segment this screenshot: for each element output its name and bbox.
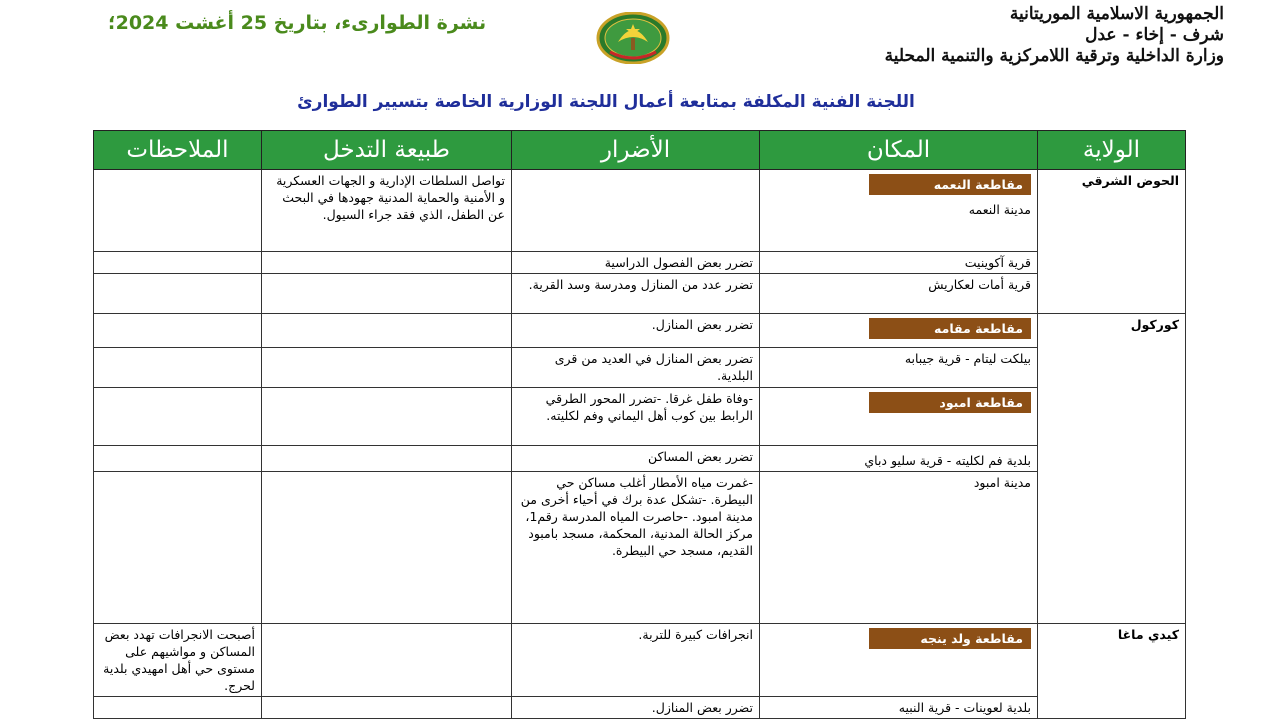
wilaya-cell: الحوض الشرقي [1038,170,1186,314]
place-cell: مدينة امبود [760,472,1038,624]
notes-cell [94,252,262,274]
notes-cell: أصبحت الانجرافات تهدد بعض المساكن و مواشيهم على مستوى حي أهل امهيدي بلدية لحرج. [94,624,262,697]
intervention-cell [262,388,512,446]
damage-cell: تضرر بعض المنازل. [512,314,760,348]
table-row [94,388,1186,446]
table-row [94,314,1186,348]
intervention-cell [262,348,512,388]
table-row [94,624,1186,697]
emergency-report-table [93,130,1186,719]
notes-cell [94,348,262,388]
intervention-cell [262,624,512,697]
damage-cell [512,170,760,252]
notes-cell [94,472,262,624]
intervention-cell [262,446,512,472]
damage-cell: -وفاة طفل غرقا. -تضرر المحور الطرقي الرابط بين كوب أهل اليماني وفم لكليته. [512,388,760,446]
place-cell [760,170,1038,252]
notes-cell [94,388,262,446]
place-cell [760,314,1038,348]
place-cell: بلدية فم لكليته - قرية سليو دباي [760,446,1038,472]
col-header-wilaya: الولاية [1038,131,1186,170]
table-header-row [94,131,1186,170]
table-row [94,170,1186,252]
notes-cell [94,697,262,719]
national-emblem-icon [596,12,670,64]
republic-name: الجمهورية الاسلامية الموريتانية [1009,4,1224,24]
national-motto: شرف - إخاء - عدل [1085,25,1224,45]
damage-cell: انجرافات كبيرة للتربة. [512,624,760,697]
col-header-intervention: طبيعة التدخل [262,131,512,170]
damage-cell: تضرر بعض المنازل في العديد من قرى البلدية. [512,348,760,388]
bulletin-title: نشرة الطوارىء، بتاريخ 25 أغشت 2024؛ [108,12,487,34]
moughataa-label: مقاطعة امبود [869,392,1031,413]
intervention-cell [262,472,512,624]
table-row [94,252,1186,274]
table-row [94,472,1186,624]
table-row [94,348,1186,388]
wilaya-cell: كيدي ماغا [1038,624,1186,719]
moughataa-label: مقاطعة النعمه [869,174,1031,195]
header-block [885,4,1224,67]
damage-cell: تضرر عدد من المنازل ومدرسة وسد القرية. [512,274,760,314]
col-header-notes: الملاحظات [94,131,262,170]
place-cell: قرية آكوينيت [760,252,1038,274]
notes-cell [94,170,262,252]
intervention-cell [262,252,512,274]
place-cell: بلدية لعوينات - قرية النبيه [760,697,1038,719]
damage-cell: تضرر بعض الفصول الدراسية [512,252,760,274]
place-cell: قرية أمات لعكاريش [760,274,1038,314]
place-cell: بيلكت ليتام - قرية جيبابه [760,348,1038,388]
table-row [94,446,1186,472]
intervention-cell [262,274,512,314]
place-name: مدينة النعمه [968,202,1031,217]
intervention-cell [262,314,512,348]
notes-cell [94,314,262,348]
committee-subtitle: اللجنة الفنية المكلفة بمتابعة أعمال اللجنة الوزارية الخاصة بتسيير الطوارئ [297,92,915,112]
notes-cell [94,446,262,472]
place-cell [760,388,1038,446]
place-cell [760,624,1038,697]
damage-cell: تضرر بعض المساكن [512,446,760,472]
table-row [94,697,1186,719]
col-header-place: المكان [760,131,1038,170]
notes-cell [94,274,262,314]
damage-cell: -غمرت مياه الأمطار أغلب مساكن حي البيطرة. -تشكل عدة برك في أحياء أخرى من مدينة امبود. -حاصرت المياه المدرسة رقم1، مركز الحالة المدنية، المحكمة، مسجد بامبود القديم، مسجد حي البيطرة. [512,472,760,624]
intervention-cell: تواصل السلطات الإدارية و الجهات العسكرية و الأمنية والحماية المدنية جهودها في البحث عن الطفل، الذي فقد جراء السيول. [262,170,512,252]
damage-cell: تضرر بعض المنازل. [512,697,760,719]
wilaya-cell: كوركول [1038,314,1186,624]
ministry-name: وزارة الداخلية وترقية اللامركزية والتنمية المحلية [884,46,1224,66]
table-row [94,274,1186,314]
moughataa-label: مقاطعة ولد ينجه [869,628,1031,649]
intervention-cell [262,697,512,719]
moughataa-label: مقاطعة مقامه [869,318,1031,339]
col-header-damage: الأضرار [512,131,760,170]
